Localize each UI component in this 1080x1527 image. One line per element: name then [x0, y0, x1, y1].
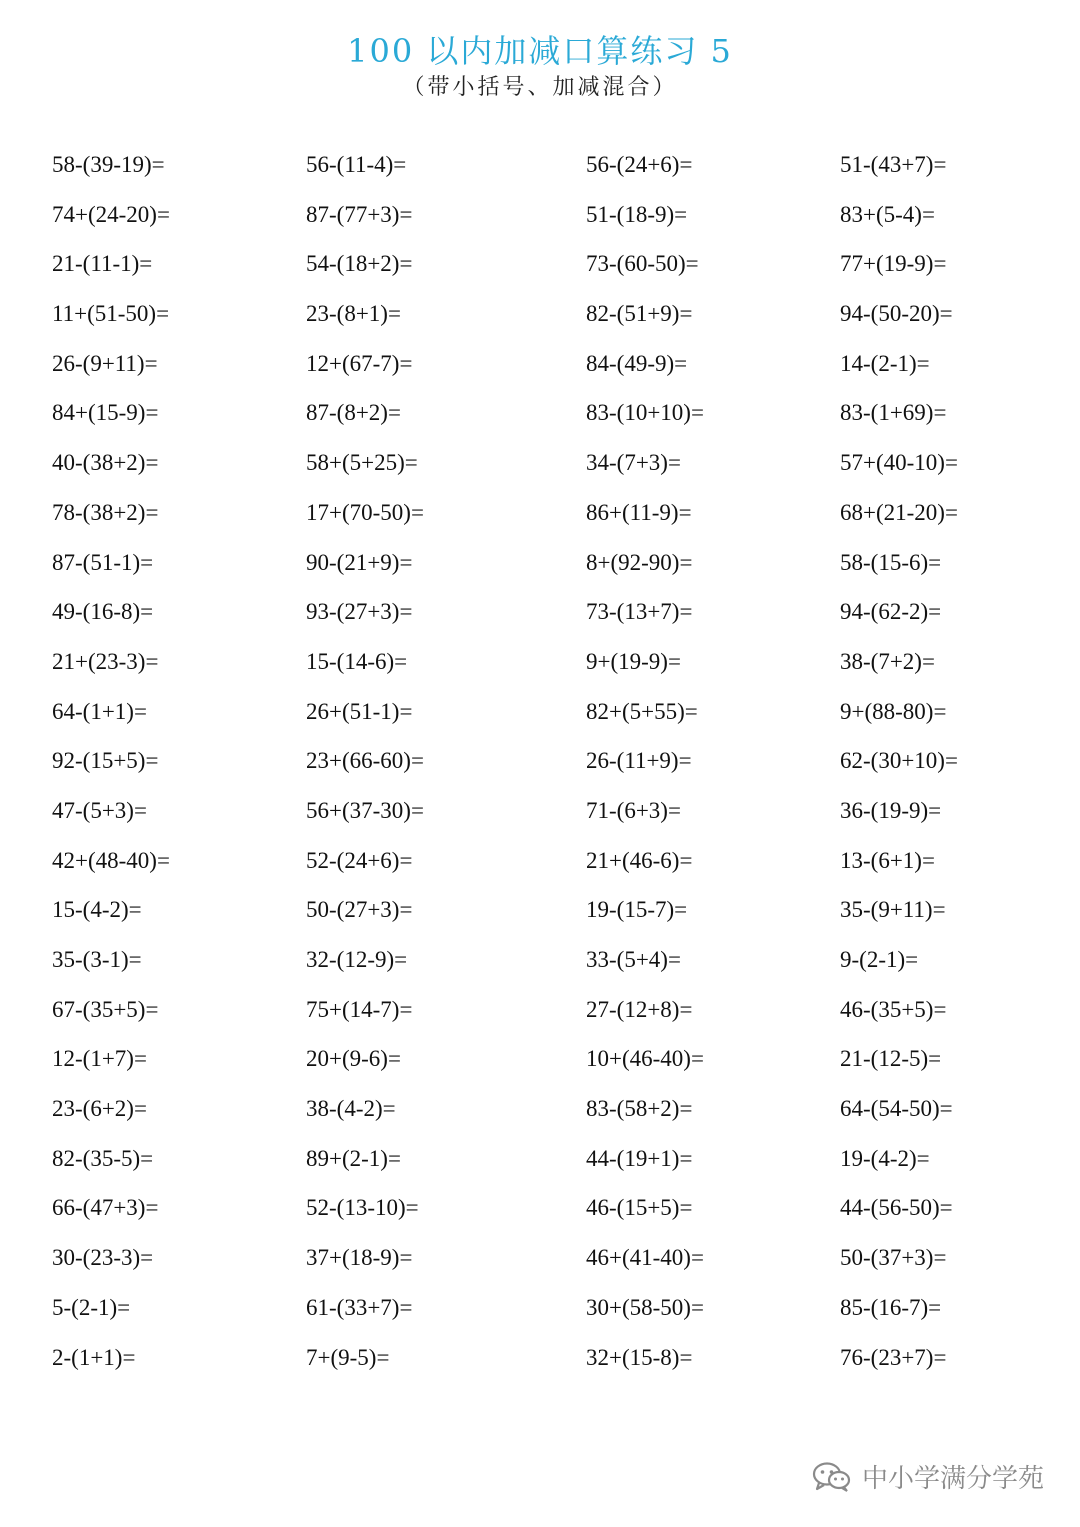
problem-cell: 54-(18+2)= — [306, 251, 413, 277]
problem-cell: 8+(92-90)= — [586, 549, 693, 575]
watermark — [812, 1458, 1044, 1495]
problem-cell: 51-(43+7)= — [840, 152, 947, 177]
problem-cell: 76-(23+7)= — [840, 1344, 947, 1370]
problem-cell: 32-(12-9)= — [306, 947, 408, 972]
problem-cell: 32+(15-8)= — [586, 1344, 693, 1370]
problem-cell: 15-(14-6)= — [306, 648, 408, 674]
problem-cell: 13-(6+1)= — [840, 847, 935, 873]
problem-row — [0, 885, 1080, 935]
problem-cell: 44-(56-50)= — [840, 1195, 953, 1221]
problem-cell: 83-(1+69)= — [840, 400, 947, 426]
problem-cell: 74+(24-20)= — [52, 201, 170, 227]
problem-cell: 94-(62-2)= — [840, 599, 942, 625]
problem-cell: 85-(16-7)= — [840, 1294, 942, 1320]
problem-cell: 83-(10+10)= — [586, 400, 704, 426]
problem-row — [0, 1034, 1080, 1084]
problem-cell: 21-(12-5)= — [840, 1046, 942, 1072]
problem-cell: 62-(30+10)= — [840, 748, 958, 774]
page-subtitle: （带小括号、加减混合） — [402, 75, 678, 100]
problem-cell: 21-(11-1)= — [52, 251, 153, 277]
problem-row — [0, 1333, 1080, 1383]
problem-row — [0, 935, 1080, 985]
problem-row — [0, 239, 1080, 289]
problem-cell: 37+(18-9)= — [306, 1245, 413, 1271]
problem-cell: 77+(19-9)= — [840, 251, 947, 277]
problem-cell: 86+(11-9)= — [586, 499, 692, 525]
problem-cell: 9+(88-80)= — [840, 698, 947, 724]
problem-cell: 30-(23-3)= — [52, 1245, 154, 1271]
problem-cell: 35-(9+11)= — [840, 897, 946, 923]
problem-cell: 36-(19-9)= — [840, 797, 942, 823]
problem-row — [0, 1233, 1080, 1283]
problem-cell: 64-(1+1)= — [52, 698, 147, 724]
problem-cell: 26-(11+9)= — [586, 748, 692, 774]
problem-cell: 38-(7+2)= — [840, 648, 935, 674]
problem-row — [0, 587, 1080, 637]
problem-cell: 68+(21-20)= — [840, 499, 958, 525]
problem-cell: 42+(48-40)= — [52, 847, 170, 873]
problem-cell: 90-(21+9)= — [306, 549, 413, 575]
problem-cell: 71-(6+3)= — [586, 797, 681, 823]
problem-row — [0, 1183, 1080, 1233]
problem-cell: 73-(13+7)= — [586, 599, 693, 625]
problem-cell: 17+(70-50)= — [306, 499, 424, 525]
problem-row — [0, 736, 1080, 786]
problem-row — [0, 985, 1080, 1035]
problem-cell: 64-(54-50)= — [840, 1096, 953, 1122]
problem-row — [0, 488, 1080, 538]
problem-cell: 40-(38+2)= — [52, 450, 159, 476]
problem-cell: 20+(9-6)= — [306, 1046, 401, 1072]
problem-cell: 83-(58+2)= — [586, 1096, 693, 1122]
problem-cell: 30+(58-50)= — [586, 1294, 704, 1320]
problem-cell: 61-(33+7)= — [306, 1294, 413, 1320]
problem-cell: 82-(35-5)= — [52, 1145, 154, 1171]
problem-cell: 23-(8+1)= — [306, 301, 401, 327]
problem-cell: 87-(77+3)= — [306, 201, 413, 227]
problem-row — [0, 538, 1080, 588]
problem-cell: 23+(66-60)= — [306, 748, 424, 774]
problem-cell: 66-(47+3)= — [52, 1195, 159, 1221]
problem-cell: 10+(46-40)= — [586, 1046, 704, 1072]
problem-cell: 47-(5+3)= — [52, 797, 147, 823]
problem-cell: 56-(24+6)= — [586, 152, 693, 177]
wechat-icon — [812, 1461, 852, 1493]
problem-cell: 92-(15+5)= — [52, 748, 159, 774]
watermark-text: 中小学满分学苑 — [861, 1464, 1044, 1494]
problem-cell: 58-(39-19)= — [52, 152, 165, 177]
problem-row — [0, 438, 1080, 488]
problem-cell: 49-(16-8)= — [52, 599, 154, 625]
problem-cell: 57+(40-10)= — [840, 450, 958, 476]
problem-cell: 82-(51+9)= — [586, 301, 693, 327]
problem-row — [0, 339, 1080, 389]
problem-cell: 82+(5+55)= — [586, 698, 698, 724]
page-title: 100 以内加减口算练习 5 — [347, 32, 733, 70]
problem-cell: 5-(2-1)= — [52, 1294, 131, 1320]
problem-cell: 75+(14-7)= — [306, 996, 413, 1022]
problem-cell: 94-(50-20)= — [840, 301, 953, 327]
problem-cell: 11+(51-50)= — [52, 301, 170, 327]
problem-cell: 12-(1+7)= — [52, 1046, 147, 1072]
problem-cell: 46+(41-40)= — [586, 1245, 704, 1271]
problem-cell: 58+(5+25)= — [306, 450, 418, 476]
problem-row — [0, 786, 1080, 836]
problem-cell: 23-(6+2)= — [52, 1096, 147, 1122]
problem-cell: 46-(35+5)= — [840, 996, 947, 1022]
problem-cell: 83+(5-4)= — [840, 201, 935, 227]
problem-cell: 84+(15-9)= — [52, 400, 159, 426]
problem-cell: 93-(27+3)= — [306, 599, 413, 625]
problem-cell: 26-(9+11)= — [52, 350, 158, 376]
problem-cell: 89+(2-1)= — [306, 1145, 401, 1171]
problem-cell: 67-(35+5)= — [52, 996, 159, 1022]
problem-cell: 19-(4-2)= — [840, 1145, 930, 1171]
problem-row — [0, 289, 1080, 339]
problem-row — [0, 836, 1080, 886]
problem-cell: 21+(23-3)= — [52, 648, 159, 674]
problem-cell: 9-(2-1)= — [840, 947, 919, 972]
problem-cell: 52-(13-10)= — [306, 1195, 419, 1221]
problem-cell: 12+(67-7)= — [306, 350, 413, 376]
problem-grid — [0, 140, 1080, 1382]
problem-cell: 56-(11-4)= — [306, 152, 407, 177]
problem-row — [0, 687, 1080, 737]
problem-cell: 44-(19+1)= — [586, 1145, 693, 1171]
problem-row — [0, 1283, 1080, 1333]
problem-cell: 51-(18-9)= — [586, 201, 688, 227]
problem-cell: 19-(15-7)= — [586, 897, 688, 923]
problem-cell: 7+(9-5)= — [306, 1344, 390, 1370]
problem-cell: 46-(15+5)= — [586, 1195, 693, 1221]
problem-row — [0, 388, 1080, 438]
problem-cell: 35-(3-1)= — [52, 947, 142, 972]
problem-cell: 14-(2-1)= — [840, 350, 930, 376]
problem-cell: 38-(4-2)= — [306, 1096, 396, 1122]
problem-row — [0, 190, 1080, 240]
problem-row — [0, 1084, 1080, 1134]
problem-cell: 56+(37-30)= — [306, 797, 424, 823]
problem-cell: 87-(8+2)= — [306, 400, 401, 426]
problem-row — [0, 140, 1080, 190]
problem-row — [0, 637, 1080, 687]
problem-cell: 78-(38+2)= — [52, 499, 159, 525]
problem-cell: 15-(4-2)= — [52, 897, 142, 923]
problem-cell: 50-(27+3)= — [306, 897, 413, 923]
problem-row — [0, 1134, 1080, 1184]
problem-cell: 73-(60-50)= — [586, 251, 699, 277]
problem-cell: 34-(7+3)= — [586, 450, 681, 476]
problem-cell: 50-(37+3)= — [840, 1245, 947, 1271]
problem-cell: 21+(46-6)= — [586, 847, 693, 873]
problem-cell: 52-(24+6)= — [306, 847, 413, 873]
problem-cell: 87-(51-1)= — [52, 549, 154, 575]
problem-cell: 33-(5+4)= — [586, 947, 681, 972]
problem-cell: 26+(51-1)= — [306, 698, 413, 724]
problem-cell: 2-(1+1)= — [52, 1344, 136, 1370]
problem-cell: 84-(49-9)= — [586, 350, 688, 376]
problem-cell: 9+(19-9)= — [586, 648, 681, 674]
problem-cell: 58-(15-6)= — [840, 549, 942, 575]
problem-cell: 27-(12+8)= — [586, 996, 693, 1022]
